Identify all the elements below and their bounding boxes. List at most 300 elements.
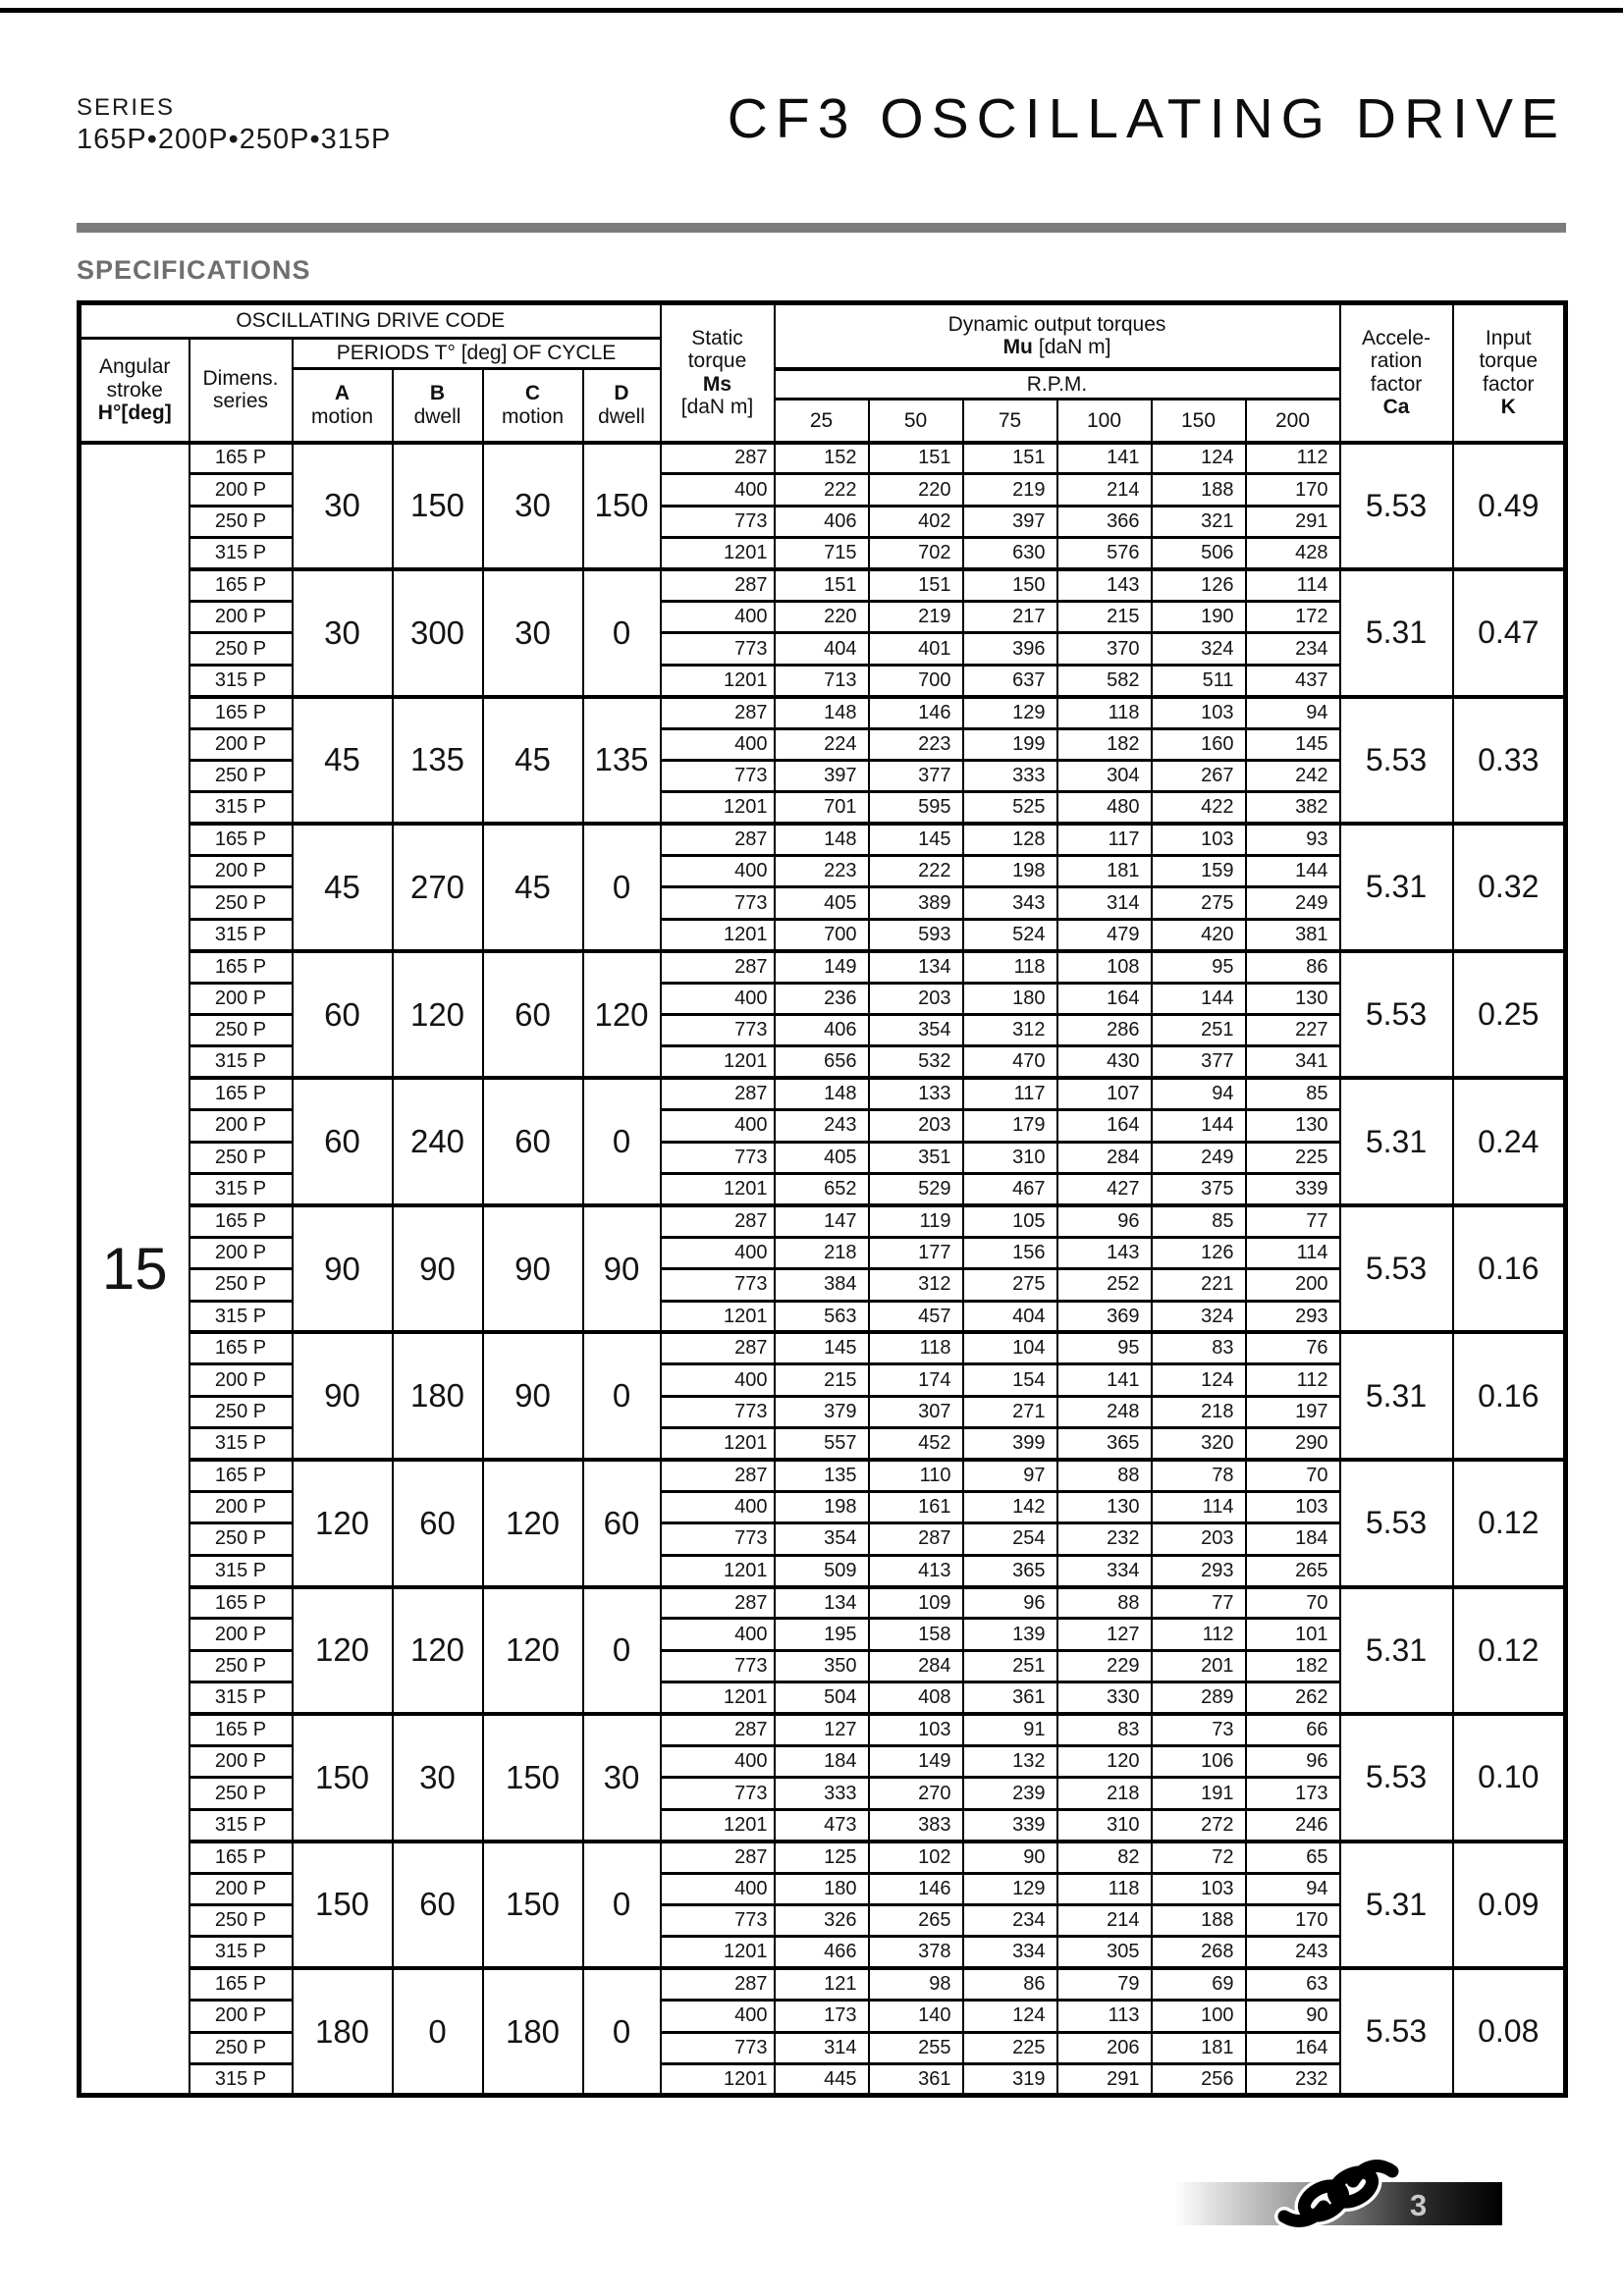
dynamic-torque-cell: 383 xyxy=(869,1809,963,1841)
dynamic-torque-cell: 506 xyxy=(1152,538,1246,569)
dimens-series-cell: 315 P xyxy=(189,1682,293,1714)
input-torque-factor-cell: 0.25 xyxy=(1453,951,1566,1079)
dynamic-torque-cell: 406 xyxy=(775,506,869,537)
dynamic-torque-cell: 85 xyxy=(1152,1205,1246,1237)
dynamic-torque-cell: 275 xyxy=(1152,887,1246,919)
accel-symbol: Ca xyxy=(1382,396,1410,419)
specifications-table xyxy=(77,300,1568,2098)
dynamic-torque-cell: 249 xyxy=(1246,887,1340,919)
dimens-series-cell: 200 P xyxy=(189,601,293,632)
input-torque-factor-cell: 0.12 xyxy=(1453,1460,1566,1587)
dynamic-torque-cell: 225 xyxy=(963,2032,1057,2063)
dimens-series-cell: 250 P xyxy=(189,1142,293,1173)
dynamic-torque-cell: 293 xyxy=(1152,1555,1246,1586)
dynamic-torque-cell: 354 xyxy=(869,1015,963,1046)
static-torque-cell: 287 xyxy=(661,1205,775,1237)
dynamic-torque-cell: 275 xyxy=(963,1269,1057,1301)
dynamic-torque-cell: 220 xyxy=(775,601,869,632)
input-torque-factor-cell: 0.49 xyxy=(1453,443,1566,570)
dynamic-torque-cell: 215 xyxy=(775,1364,869,1396)
dynamic-torque-cell: 94 xyxy=(1246,1873,1340,1904)
dynamic-torque-cell: 79 xyxy=(1057,1968,1152,2000)
dimens-series-cell: 250 P xyxy=(189,887,293,919)
dynamic-torque-cell: 404 xyxy=(963,1301,1057,1332)
static-torque-cell: 773 xyxy=(661,1778,775,1809)
dynamic-torque-cell: 251 xyxy=(1152,1015,1246,1046)
period-a-cell: 120 xyxy=(293,1460,393,1587)
static-torque-cell: 1201 xyxy=(661,1174,775,1205)
dynamic-torque-cell: 126 xyxy=(1152,1237,1246,1268)
period-d-cell: 0 xyxy=(583,1332,661,1460)
period-d-word: dwell xyxy=(598,404,645,428)
dynamic-torque-cell: 312 xyxy=(869,1269,963,1301)
dynamic-torque-cell: 117 xyxy=(963,1078,1057,1109)
dynamic-torque-cell: 96 xyxy=(1246,1746,1340,1778)
dynamic-torque-cell: 145 xyxy=(1246,728,1340,760)
static-torque-cell: 287 xyxy=(661,1078,775,1109)
dynamic-torque-cell: 405 xyxy=(775,887,869,919)
header-rpm-100: 100 xyxy=(1057,400,1152,443)
dynamic-torque-cell: 595 xyxy=(869,792,963,824)
static-torque-cell: 400 xyxy=(661,2001,775,2032)
dynamic-torque-cell: 265 xyxy=(869,1904,963,1936)
dynamic-torque-cell: 72 xyxy=(1152,1842,1246,1873)
dynamic-torque-cell: 184 xyxy=(775,1746,869,1778)
dynamic-torque-cell: 452 xyxy=(869,1428,963,1460)
dynamic-torque-cell: 158 xyxy=(869,1619,963,1650)
dimens-series-cell: 315 P xyxy=(189,1301,293,1332)
period-a-cell: 120 xyxy=(293,1587,393,1715)
dynamic-torque-cell: 88 xyxy=(1057,1460,1152,1491)
dynamic-torque-cell: 637 xyxy=(963,665,1057,696)
static-torque-cell: 400 xyxy=(661,983,775,1014)
dynamic-torque-cell: 83 xyxy=(1152,1332,1246,1363)
static-torque-cell: 400 xyxy=(661,1873,775,1904)
dynamic-torque-cell: 118 xyxy=(1057,697,1152,728)
dynamic-torque-cell: 312 xyxy=(963,1015,1057,1046)
dimens-line1: Dimens. xyxy=(202,366,279,390)
period-c-cell: 150 xyxy=(483,1842,583,1969)
dynamic-torque-cell: 532 xyxy=(869,1046,963,1078)
spec-table-rows xyxy=(80,443,1566,2096)
dynamic-torque-cell: 365 xyxy=(1057,1428,1152,1460)
dynamic-torque-cell: 457 xyxy=(869,1301,963,1332)
dynamic-torque-cell: 161 xyxy=(869,1491,963,1522)
input-torque-factor-cell: 0.08 xyxy=(1453,1968,1566,2096)
static-torque-cell: 773 xyxy=(661,1523,775,1555)
period-d-cell: 135 xyxy=(583,697,661,825)
dynamic-torque-cell: 86 xyxy=(1246,951,1340,983)
dynamic-torque-cell: 129 xyxy=(963,1873,1057,1904)
dynamic-torque-cell: 427 xyxy=(1057,1174,1152,1205)
static-torque-cell: 1201 xyxy=(661,1809,775,1841)
dimens-series-cell: 315 P xyxy=(189,792,293,824)
dynamic-torque-cell: 181 xyxy=(1057,856,1152,887)
dynamic-torque-cell: 98 xyxy=(869,1968,963,2000)
dynamic-torque-cell: 198 xyxy=(963,856,1057,887)
period-a-cell: 90 xyxy=(293,1332,393,1460)
dynamic-torque-cell: 146 xyxy=(869,1873,963,1904)
dimens-series-cell: 315 P xyxy=(189,2063,293,2095)
dynamic-torque-cell: 90 xyxy=(1246,2001,1340,2032)
dynamic-torque-cell: 144 xyxy=(1152,983,1246,1014)
table-row xyxy=(80,1460,1566,1491)
header-static-torque xyxy=(661,303,775,443)
dynamic-torque-cell: 473 xyxy=(775,1809,869,1841)
dynamic-torque-cell: 656 xyxy=(775,1046,869,1078)
dynamic-torque-cell: 343 xyxy=(963,887,1057,919)
dimens-series-cell: 250 P xyxy=(189,1904,293,1936)
dynamic-torque-cell: 265 xyxy=(1246,1555,1340,1586)
input-line2: torque xyxy=(1479,349,1539,373)
dynamic-line2 xyxy=(776,336,1339,359)
header-dynamic-torques xyxy=(775,303,1340,369)
dynamic-torque-cell: 134 xyxy=(775,1587,869,1619)
dynamic-torque-cell: 173 xyxy=(775,2001,869,2032)
dynamic-torque-cell: 223 xyxy=(775,856,869,887)
static-torque-cell: 287 xyxy=(661,1587,775,1619)
dynamic-torque-cell: 381 xyxy=(1246,919,1340,950)
dynamic-torque-cell: 151 xyxy=(869,569,963,601)
dynamic-torque-cell: 164 xyxy=(1057,983,1152,1014)
acceleration-factor-cell: 5.53 xyxy=(1340,1205,1453,1333)
table-row xyxy=(80,951,1566,983)
static-torque-cell: 287 xyxy=(661,1332,775,1363)
page-top-rule xyxy=(0,8,1623,13)
header-rpm-75: 75 xyxy=(963,400,1057,443)
header-angular-stroke xyxy=(80,339,189,443)
dynamic-torque-cell: 135 xyxy=(775,1460,869,1491)
dimens-series-cell: 165 P xyxy=(189,1332,293,1363)
static-torque-cell: 287 xyxy=(661,951,775,983)
header-rpm-title: R.P.M. xyxy=(775,369,1340,400)
static-torque-cell: 773 xyxy=(661,2032,775,2063)
dynamic-torque-cell: 700 xyxy=(869,665,963,696)
dynamic-torque-cell: 480 xyxy=(1057,792,1152,824)
dynamic-torque-cell: 130 xyxy=(1246,983,1340,1014)
dynamic-torque-cell: 104 xyxy=(963,1332,1057,1363)
dynamic-torque-cell: 270 xyxy=(869,1778,963,1809)
dynamic-torque-cell: 467 xyxy=(963,1174,1057,1205)
static-torque-cell: 400 xyxy=(661,1746,775,1778)
static-torque-cell: 773 xyxy=(661,1269,775,1301)
dynamic-torque-cell: 289 xyxy=(1152,1682,1246,1714)
dynamic-torque-cell: 177 xyxy=(869,1237,963,1268)
period-b-cell: 30 xyxy=(393,1714,483,1842)
period-c-cell: 150 xyxy=(483,1714,583,1842)
input-torque-factor-cell: 0.24 xyxy=(1453,1078,1566,1205)
dynamic-torque-cell: 126 xyxy=(1152,569,1246,601)
dynamic-torque-cell: 195 xyxy=(775,1619,869,1650)
knot-logo xyxy=(1274,2156,1404,2239)
period-d-cell: 120 xyxy=(583,951,661,1079)
period-a-letter: A xyxy=(334,382,351,405)
dynamic-torque-cell: 179 xyxy=(963,1110,1057,1142)
dynamic-torque-cell: 399 xyxy=(963,1428,1057,1460)
dynamic-torque-cell: 144 xyxy=(1246,856,1340,887)
dynamic-torque-cell: 110 xyxy=(869,1460,963,1491)
input-symbol: K xyxy=(1500,396,1516,419)
dynamic-torque-cell: 95 xyxy=(1152,951,1246,983)
dynamic-torque-cell: 339 xyxy=(1246,1174,1340,1205)
dynamic-torque-cell: 218 xyxy=(1152,1396,1246,1427)
dynamic-torque-cell: 271 xyxy=(963,1396,1057,1427)
dynamic-torque-cell: 97 xyxy=(963,1460,1057,1491)
dynamic-torque-cell: 222 xyxy=(869,856,963,887)
static-torque-cell: 1201 xyxy=(661,792,775,824)
dynamic-torque-cell: 529 xyxy=(869,1174,963,1205)
static-torque-cell: 287 xyxy=(661,569,775,601)
static-torque-cell: 400 xyxy=(661,601,775,632)
dynamic-torque-cell: 103 xyxy=(869,1714,963,1745)
dynamic-torque-cell: 430 xyxy=(1057,1046,1152,1078)
dynamic-torque-cell: 428 xyxy=(1246,538,1340,569)
dimens-series-cell: 165 P xyxy=(189,1205,293,1237)
dimens-series-cell: 315 P xyxy=(189,919,293,950)
dimens-series-cell: 315 P xyxy=(189,1046,293,1078)
table-row xyxy=(80,443,1566,474)
dynamic-torque-cell: 267 xyxy=(1152,760,1246,791)
dynamic-torque-cell: 272 xyxy=(1152,1809,1246,1841)
dynamic-torque-cell: 83 xyxy=(1057,1714,1152,1745)
dynamic-torque-cell: 420 xyxy=(1152,919,1246,950)
dimens-series-cell: 250 P xyxy=(189,1650,293,1682)
dimens-series-cell: 315 P xyxy=(189,1555,293,1586)
period-a-word: motion xyxy=(310,404,374,428)
static-torque-cell: 773 xyxy=(661,1904,775,1936)
dynamic-torque-cell: 70 xyxy=(1246,1460,1340,1491)
accel-line3: factor xyxy=(1370,372,1423,396)
dynamic-torque-cell: 227 xyxy=(1246,1015,1340,1046)
dynamic-torque-cell: 224 xyxy=(775,728,869,760)
dynamic-torque-cell: 172 xyxy=(1246,601,1340,632)
dynamic-torque-cell: 198 xyxy=(775,1491,869,1522)
dynamic-torque-cell: 76 xyxy=(1246,1332,1340,1363)
dynamic-torque-cell: 159 xyxy=(1152,856,1246,887)
dimens-series-cell: 315 P xyxy=(189,1809,293,1841)
dynamic-torque-cell: 291 xyxy=(1246,506,1340,537)
dynamic-torque-cell: 180 xyxy=(963,983,1057,1014)
dynamic-torque-cell: 199 xyxy=(963,728,1057,760)
period-d-cell: 90 xyxy=(583,1205,661,1333)
dynamic-torque-cell: 114 xyxy=(1152,1491,1246,1522)
static-torque-cell: 400 xyxy=(661,474,775,506)
dynamic-torque-cell: 249 xyxy=(1152,1142,1246,1173)
dynamic-torque-cell: 124 xyxy=(1152,443,1246,474)
series-models: 165P•200P•250P•315P xyxy=(77,124,392,155)
dynamic-torque-cell: 702 xyxy=(869,538,963,569)
period-c-cell: 60 xyxy=(483,951,583,1079)
dynamic-torque-cell: 305 xyxy=(1057,1937,1152,1968)
dynamic-torque-cell: 310 xyxy=(1057,1809,1152,1841)
dimens-series-cell: 200 P xyxy=(189,2001,293,2032)
period-c-cell: 120 xyxy=(483,1587,583,1715)
dynamic-torque-cell: 143 xyxy=(1057,1237,1152,1268)
dynamic-torque-cell: 93 xyxy=(1246,824,1340,855)
dynamic-torque-cell: 379 xyxy=(775,1396,869,1427)
dynamic-torque-cell: 95 xyxy=(1057,1332,1152,1363)
static-torque-cell: 287 xyxy=(661,824,775,855)
page-title: CF3 OSCILLATING DRIVE xyxy=(727,87,1566,150)
dynamic-torque-cell: 77 xyxy=(1246,1205,1340,1237)
dynamic-torque-cell: 334 xyxy=(1057,1555,1152,1586)
dynamic-torque-cell: 94 xyxy=(1246,697,1340,728)
input-torque-factor-cell: 0.47 xyxy=(1453,569,1566,697)
static-torque-cell: 1201 xyxy=(661,919,775,950)
dynamic-torque-cell: 107 xyxy=(1057,1078,1152,1109)
period-b-word: dwell xyxy=(413,404,461,428)
dynamic-torque-cell: 404 xyxy=(775,633,869,665)
dimens-series-cell: 165 P xyxy=(189,1714,293,1745)
static-torque-cell: 287 xyxy=(661,1842,775,1873)
input-torque-factor-cell: 0.09 xyxy=(1453,1842,1566,1969)
dynamic-torque-cell: 127 xyxy=(1057,1619,1152,1650)
dynamic-torque-cell: 291 xyxy=(1057,2063,1152,2095)
dynamic-torque-cell: 366 xyxy=(1057,506,1152,537)
dynamic-torque-cell: 63 xyxy=(1246,1968,1340,2000)
dynamic-torque-cell: 701 xyxy=(775,792,869,824)
table-row xyxy=(80,697,1566,728)
dynamic-torque-cell: 164 xyxy=(1246,2032,1340,2063)
dimens-line2: series xyxy=(212,390,269,413)
dimens-series-cell: 250 P xyxy=(189,1778,293,1809)
dynamic-torque-cell: 466 xyxy=(775,1937,869,1968)
dynamic-torque-cell: 232 xyxy=(1057,1523,1152,1555)
acceleration-factor-cell: 5.53 xyxy=(1340,1968,1453,2096)
period-c-letter: C xyxy=(524,382,541,405)
dynamic-torque-cell: 101 xyxy=(1246,1619,1340,1650)
dynamic-torque-cell: 222 xyxy=(775,474,869,506)
static-torque-cell: 1201 xyxy=(661,1682,775,1714)
dynamic-torque-cell: 96 xyxy=(1057,1205,1152,1237)
dynamic-torque-cell: 94 xyxy=(1152,1078,1246,1109)
table-row xyxy=(80,569,1566,601)
period-d-letter: D xyxy=(614,382,629,405)
dynamic-torque-cell: 397 xyxy=(963,506,1057,537)
dynamic-torque-cell: 413 xyxy=(869,1555,963,1586)
table-row xyxy=(80,1842,1566,1873)
period-b-cell: 300 xyxy=(393,569,483,697)
dynamic-torque-cell: 214 xyxy=(1057,474,1152,506)
dynamic-torque-cell: 148 xyxy=(775,824,869,855)
dynamic-torque-cell: 206 xyxy=(1057,2032,1152,2063)
dynamic-torque-cell: 396 xyxy=(963,633,1057,665)
period-b-cell: 60 xyxy=(393,1460,483,1587)
header-drive-code: OSCILLATING DRIVE CODE xyxy=(80,303,661,339)
dynamic-torque-cell: 124 xyxy=(1152,1364,1246,1396)
period-b-cell: 135 xyxy=(393,697,483,825)
static-line2: torque xyxy=(687,349,747,373)
dimens-series-cell: 200 P xyxy=(189,1237,293,1268)
dynamic-torque-cell: 370 xyxy=(1057,633,1152,665)
dimens-series-cell: 200 P xyxy=(189,856,293,887)
period-a-cell: 30 xyxy=(293,569,393,697)
static-torque-cell: 1201 xyxy=(661,1046,775,1078)
dynamic-torque-cell: 361 xyxy=(869,2063,963,2095)
dynamic-torque-cell: 293 xyxy=(1246,1301,1340,1332)
dimens-series-cell: 250 P xyxy=(189,633,293,665)
dynamic-torque-cell: 525 xyxy=(963,792,1057,824)
header-divider xyxy=(77,223,1566,233)
dynamic-torque-cell: 127 xyxy=(775,1714,869,1745)
dynamic-torque-cell: 382 xyxy=(1246,792,1340,824)
dynamic-torque-cell: 173 xyxy=(1246,1778,1340,1809)
dynamic-torque-cell: 154 xyxy=(963,1364,1057,1396)
header-period-b xyxy=(393,369,483,443)
dynamic-torque-cell: 147 xyxy=(775,1205,869,1237)
dynamic-torque-cell: 78 xyxy=(1152,1460,1246,1491)
dynamic-torque-cell: 248 xyxy=(1057,1396,1152,1427)
period-b-cell: 150 xyxy=(393,443,483,570)
dynamic-torque-cell: 284 xyxy=(1057,1142,1152,1173)
period-c-cell: 45 xyxy=(483,824,583,951)
dynamic-torque-cell: 405 xyxy=(775,1142,869,1173)
header-rpm-50: 50 xyxy=(869,400,963,443)
dynamic-torque-cell: 470 xyxy=(963,1046,1057,1078)
period-a-cell: 45 xyxy=(293,824,393,951)
dynamic-torque-cell: 103 xyxy=(1152,1873,1246,1904)
period-d-cell: 30 xyxy=(583,1714,661,1842)
dynamic-torque-cell: 284 xyxy=(869,1650,963,1682)
dynamic-torque-cell: 255 xyxy=(869,2032,963,2063)
dynamic-torque-cell: 118 xyxy=(1057,1873,1152,1904)
header-period-d xyxy=(583,369,661,443)
dynamic-torque-cell: 180 xyxy=(775,1873,869,1904)
period-d-cell: 0 xyxy=(583,1842,661,1969)
input-torque-factor-cell: 0.10 xyxy=(1453,1714,1566,1842)
dynamic-torque-cell: 112 xyxy=(1246,443,1340,474)
dynamic-torque-cell: 375 xyxy=(1152,1174,1246,1205)
dynamic-torque-cell: 593 xyxy=(869,919,963,950)
dynamic-torque-cell: 445 xyxy=(775,2063,869,2095)
dynamic-torque-cell: 262 xyxy=(1246,1682,1340,1714)
series-label: SERIES xyxy=(77,94,176,121)
dynamic-torque-cell: 86 xyxy=(963,1968,1057,2000)
dynamic-torque-cell: 160 xyxy=(1152,728,1246,760)
dynamic-torque-cell: 219 xyxy=(963,474,1057,506)
dynamic-torque-cell: 630 xyxy=(963,538,1057,569)
dynamic-torque-cell: 243 xyxy=(1246,1937,1340,1968)
dynamic-torque-cell: 112 xyxy=(1152,1619,1246,1650)
period-c-cell: 60 xyxy=(483,1078,583,1205)
period-d-cell: 60 xyxy=(583,1460,661,1587)
dimens-series-cell: 315 P xyxy=(189,1428,293,1460)
period-a-cell: 30 xyxy=(293,443,393,570)
dimens-series-cell: 200 P xyxy=(189,1746,293,1778)
dynamic-torque-cell: 130 xyxy=(1057,1491,1152,1522)
dynamic-torque-cell: 246 xyxy=(1246,1809,1340,1841)
dynamic-torque-cell: 351 xyxy=(869,1142,963,1173)
dynamic-torque-cell: 105 xyxy=(963,1205,1057,1237)
dynamic-torque-cell: 715 xyxy=(775,538,869,569)
input-torque-factor-cell: 0.12 xyxy=(1453,1587,1566,1715)
acceleration-factor-cell: 5.31 xyxy=(1340,824,1453,951)
dynamic-torque-cell: 218 xyxy=(775,1237,869,1268)
page-number: 3 xyxy=(1410,2188,1428,2222)
dynamic-torque-cell: 66 xyxy=(1246,1714,1340,1745)
static-torque-cell: 773 xyxy=(661,1142,775,1173)
period-b-letter: B xyxy=(429,382,446,405)
dynamic-torque-cell: 242 xyxy=(1246,760,1340,791)
dynamic-torque-cell: 151 xyxy=(963,443,1057,474)
dimens-series-cell: 315 P xyxy=(189,665,293,696)
dynamic-torque-cell: 139 xyxy=(963,1619,1057,1650)
period-c-cell: 30 xyxy=(483,569,583,697)
dynamic-torque-cell: 221 xyxy=(1152,1269,1246,1301)
dynamic-torque-cell: 268 xyxy=(1152,1937,1246,1968)
dimens-series-cell: 315 P xyxy=(189,538,293,569)
dynamic-torque-cell: 141 xyxy=(1057,443,1152,474)
